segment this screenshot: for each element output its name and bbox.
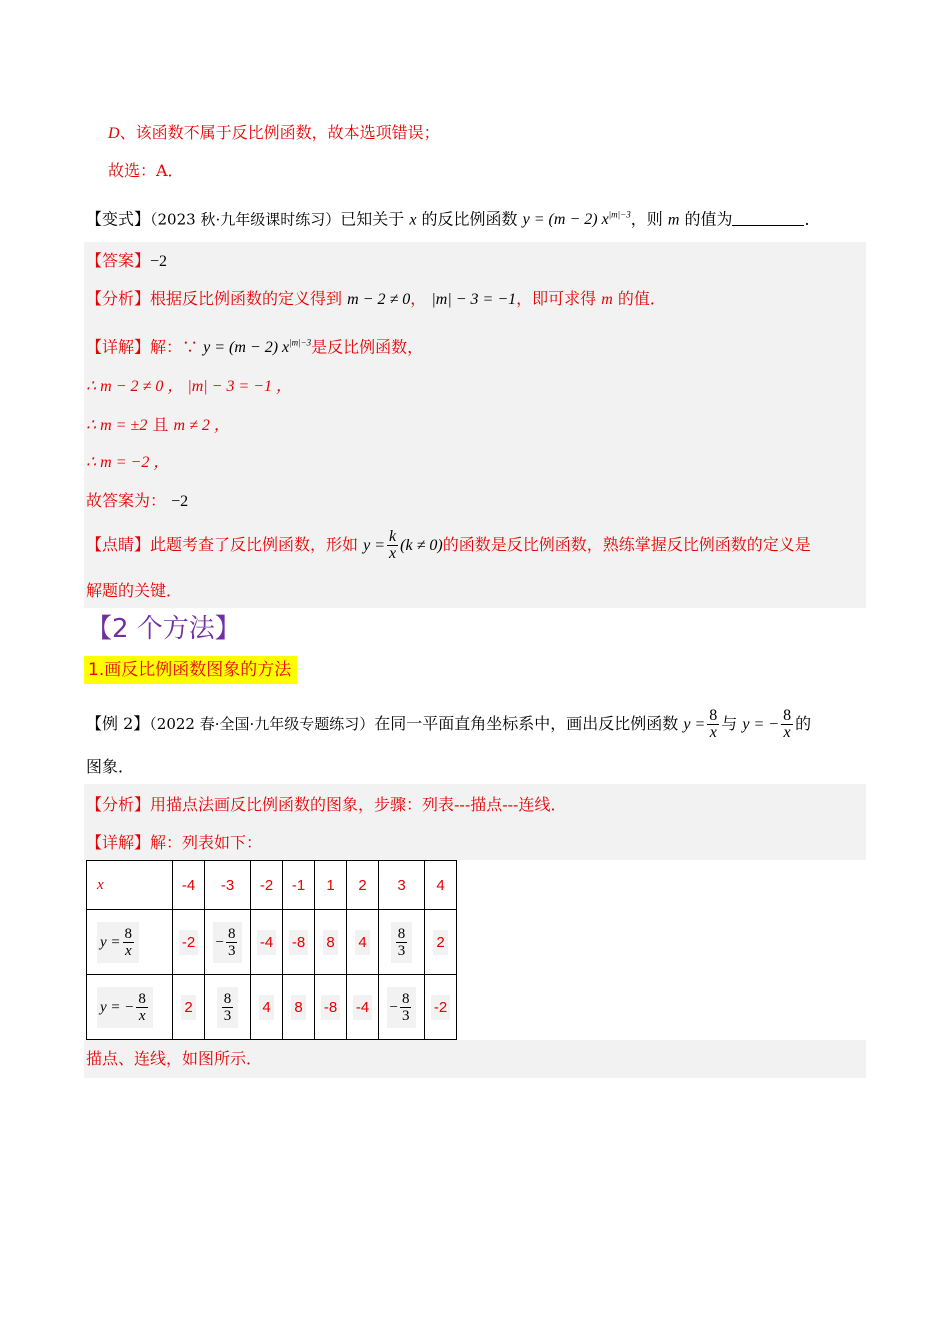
comment-line-2: 解题的关键． <box>86 581 183 600</box>
table-cell: 8 <box>315 910 347 975</box>
variant-text-b: 的反比例函数 <box>421 209 518 229</box>
analysis-tag: 【分析】 <box>86 289 151 308</box>
option-d-line <box>108 122 440 145</box>
example-f1-fraction: $\frac{8}{x}$ <box>709 707 718 741</box>
analysis-cond2: |m| − 3 = −1 <box>431 291 517 308</box>
choice-line: 故选：A． <box>108 161 184 180</box>
analysis-line <box>86 288 666 311</box>
answer-line <box>86 250 167 273</box>
example-mid: 与 <box>721 714 738 733</box>
analysis2-line <box>86 794 566 816</box>
step-1: ∴ m − 2 ≠ 0 ， |m| − 3 = −1 ， <box>86 378 293 395</box>
step-2-b: 且 <box>152 415 169 434</box>
example-f2-y: y = − <box>742 716 780 733</box>
analysis-sep: ， <box>410 289 427 308</box>
table-cell: -4 <box>347 975 379 1040</box>
table-cell: 2 <box>173 975 205 1040</box>
row-y2-label: y = − $\frac{8}{x}$ <box>87 975 173 1040</box>
table-cell: -1 <box>283 861 315 910</box>
table-cell: -4 <box>251 910 283 975</box>
detail2-text: 解：列表如下： <box>150 833 263 852</box>
table-cell: 4 <box>425 861 457 910</box>
comment-fraction: $\frac{k}{x}$ <box>389 528 397 562</box>
table-row-y1 <box>87 910 457 975</box>
detail-tail: 是反比例函数， <box>311 337 424 357</box>
variant-text-c: ，则 <box>630 209 663 229</box>
example-tag: 【例 2】 <box>86 714 150 733</box>
example-line-2: 图象． <box>86 757 135 776</box>
table-cell: $\frac{8}{3}$ <box>379 910 425 975</box>
variant-text-d: 的值为 <box>684 209 733 229</box>
option-letter: D <box>108 125 120 142</box>
example-f2-fraction: $\frac{8}{x}$ <box>783 707 792 741</box>
table-cell: 3 <box>379 861 425 910</box>
example-end: 的 <box>795 714 812 733</box>
detail2-tag: 【详解】 <box>86 833 151 852</box>
comment-formula-y: y = <box>363 537 386 554</box>
table-cell: -2 <box>173 910 205 975</box>
example-source: （2022 春·全国·九年级专题练习） <box>149 715 375 733</box>
closing-line: 描点、连线，如图所示． <box>86 1049 263 1068</box>
comment-line <box>86 528 811 563</box>
var-x: x <box>409 211 417 229</box>
answer-blank <box>732 209 804 226</box>
table-cell: -8 <box>315 975 347 1040</box>
values-table <box>86 860 457 1040</box>
option-d-text: 、该函数不属于反比例函数，故本选项错误； <box>119 123 440 142</box>
example-line <box>86 708 811 741</box>
table-cell: -2 <box>425 975 457 1040</box>
detail-lead: 解：∵ <box>150 337 199 357</box>
table-cell: − $\frac{8}{3}$ <box>379 975 425 1040</box>
final-label: 故答案为： <box>86 491 167 510</box>
variant-formula: y = (m − 2) $x^{|m|-3}$ <box>522 210 631 229</box>
comment-text-a: 此题考查了反比例函数，形如 <box>150 535 359 554</box>
table-cell: 4 <box>251 975 283 1040</box>
row-x-label: x <box>87 861 173 910</box>
step-2-c: m ≠ 2 ， <box>173 417 230 434</box>
analysis-text: 根据反比例函数的定义得到 <box>150 289 343 308</box>
table-cell: 1 <box>315 861 347 910</box>
step-2 <box>86 414 230 437</box>
table-cell: 8 <box>283 975 315 1040</box>
variant-source: （2023 秋·九年级课时练习） <box>150 210 341 229</box>
example-text: 在同一平面直角坐标系中，画出反比例函数 <box>374 714 679 733</box>
analysis-var-m: m <box>601 291 613 308</box>
final-answer-line <box>86 490 188 513</box>
comment-cond: (k ≠ 0) <box>400 537 443 554</box>
var-m: m <box>667 211 680 229</box>
answer-value: −2 <box>150 253 168 270</box>
method-subtitle: 1.画反比例函数图象的方法 <box>84 656 297 684</box>
example-f1-y: y = <box>683 716 706 733</box>
comment-tag: 【点睛】 <box>86 535 151 554</box>
table-cell: -8 <box>283 910 315 975</box>
table-cell: 2 <box>425 910 457 975</box>
analysis2-text: 用描点法画反比例函数的图象，步骤：列表---描点---连线． <box>150 795 567 814</box>
answer-tag: 【答案】 <box>86 251 151 270</box>
table-cell: 2 <box>347 861 379 910</box>
variant-end: ． <box>804 209 821 229</box>
table-cell: -3 <box>205 861 251 910</box>
table-cell: 4 <box>347 910 379 975</box>
detail-formula: y = (m − 2) $x^{|m|-3}$ <box>203 338 312 357</box>
variant-text-a: 已知关于 <box>340 209 405 229</box>
analysis-cond1: m − 2 ≠ 0 <box>347 291 411 308</box>
comment-text-b: 的函数是反比例函数，熟练掌握反比例函数的定义是 <box>442 535 811 554</box>
variant-question <box>86 204 821 231</box>
step-2-a: ∴ m = ±2 <box>86 417 148 434</box>
analysis-text3: 的值． <box>617 289 666 308</box>
detail-tag: 【详解】 <box>86 337 151 357</box>
step-3: ∴ m = −2 ， <box>86 454 170 471</box>
table-cell: -2 <box>251 861 283 910</box>
section-title: 【2 个方法】 <box>86 614 241 644</box>
detail-line <box>86 332 423 359</box>
row-y1-label: y = $\frac{8}{x}$ <box>87 910 173 975</box>
final-value: −2 <box>171 493 189 510</box>
table-row-y2 <box>87 975 457 1040</box>
variant-tag: 【变式】 <box>86 209 151 229</box>
detail2-line <box>86 832 262 854</box>
analysis2-tag: 【分析】 <box>86 795 151 814</box>
analysis-text2: ，即可求得 <box>516 289 597 308</box>
table-cell: − $\frac{8}{3}$ <box>205 910 251 975</box>
table-cell: -4 <box>173 861 205 910</box>
table-cell: $\frac{8}{3}$ <box>205 975 251 1040</box>
table-row-x <box>87 861 457 910</box>
